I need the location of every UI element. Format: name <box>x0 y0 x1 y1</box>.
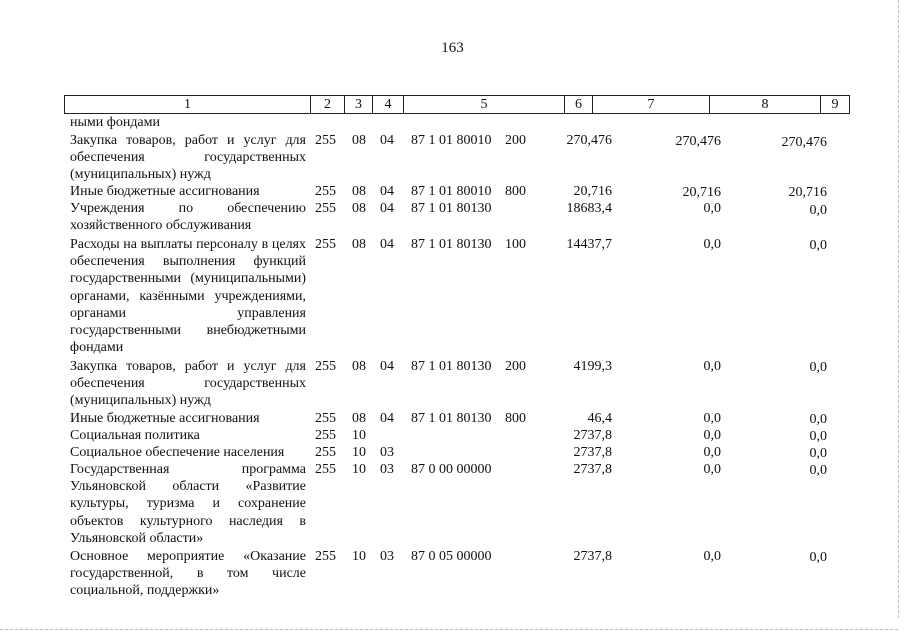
cell-amount-col9: 0,0 <box>809 550 827 565</box>
cell-subsection: 03 <box>380 549 394 564</box>
header-col-5: 5 <box>404 96 565 113</box>
cell-admin-code: 255 <box>315 445 336 460</box>
cell-expense-type: 800 <box>505 411 526 426</box>
cell-section: 10 <box>352 428 366 443</box>
cell-admin-code: 255 <box>315 184 336 199</box>
header-col-2: 2 <box>311 96 345 113</box>
cell-subsection: 04 <box>380 237 394 252</box>
cell-expense-type: 200 <box>505 359 526 374</box>
cell-amount-col8: 0,0 <box>703 462 721 477</box>
cell-section: 10 <box>352 445 366 460</box>
cell-target-article: 87 1 01 80130 <box>411 359 492 374</box>
cell-amount-col8: 0,0 <box>703 237 721 252</box>
row-name: Иные бюджетные ассигнования <box>70 184 260 199</box>
cell-admin-code: 255 <box>315 237 336 252</box>
row-name: Социальная политика <box>70 428 200 443</box>
cell-amount-col8: 0,0 <box>703 411 721 426</box>
row-name: Государственная программа Ульяновской области «Развитие культуры, туризма и сохранение объектов культурного наследия в Ульяновской области» <box>70 462 306 546</box>
cell-target-article: 87 0 05 00000 <box>411 549 492 564</box>
row-name: Расходы на выплаты персоналу в целях обеспечения выполнения функций государственными (муниципальными) органами, казёнными учреждениями, органами управления государственными внебюджетными фондами <box>70 237 306 356</box>
cell-amount-col8: 0,0 <box>703 201 721 216</box>
row-name: Учреждения по обеспечению хозяйственного обслуживания <box>70 201 306 234</box>
cell-amount-col7: 46,4 <box>587 411 612 426</box>
cell-admin-code: 255 <box>315 549 336 564</box>
cell-amount-col9: 0,0 <box>809 429 827 444</box>
cell-subsection: 03 <box>380 462 394 477</box>
cell-amount-col7: 2737,8 <box>573 428 612 443</box>
cell-section: 08 <box>352 237 366 252</box>
header-col-7: 7 <box>593 96 710 113</box>
row-name: ными фондами <box>70 115 161 130</box>
cell-amount-col9: 0,0 <box>809 360 827 375</box>
cell-amount-col9: 0,0 <box>809 463 827 478</box>
header-col-3: 3 <box>345 96 373 113</box>
cell-section: 08 <box>352 201 366 216</box>
cell-target-article: 87 0 00 00000 <box>411 462 492 477</box>
cell-expense-type: 100 <box>505 237 526 252</box>
cell-amount-col9: 20,716 <box>788 185 827 200</box>
cell-amount-col9: 0,0 <box>809 446 827 461</box>
row-name: Закупка товаров, работ и услуг для обеспечения государственных (муниципальных) нужд <box>70 133 306 183</box>
cell-amount-col7: 20,716 <box>573 184 612 199</box>
cell-expense-type: 200 <box>505 133 526 148</box>
cell-target-article: 87 1 01 80010 <box>411 184 492 199</box>
cell-admin-code: 255 <box>315 428 336 443</box>
row-name: Закупка товаров, работ и услуг для обеспечения государственных (муниципальных) нужд <box>70 359 306 409</box>
header-col-6: 6 <box>565 96 593 113</box>
cell-section: 10 <box>352 549 366 564</box>
cell-amount-col8: 20,716 <box>682 185 721 200</box>
row-name: Основное мероприятие «Оказание государственной, в том числе социальной, поддержки» <box>70 549 306 599</box>
header-col-4: 4 <box>373 96 404 113</box>
cell-amount-col8: 270,476 <box>675 134 721 149</box>
cell-amount-col7: 18683,4 <box>566 201 612 216</box>
cell-subsection: 04 <box>380 201 394 216</box>
cell-amount-col7: 2737,8 <box>573 445 612 460</box>
cell-admin-code: 255 <box>315 462 336 477</box>
cell-subsection: 04 <box>380 359 394 374</box>
cell-section: 08 <box>352 411 366 426</box>
cell-section: 08 <box>352 133 366 148</box>
cell-subsection: 04 <box>380 411 394 426</box>
cell-amount-col9: 0,0 <box>809 203 827 218</box>
cell-expense-type: 800 <box>505 184 526 199</box>
row-name: Социальное обеспечение населения <box>70 445 285 460</box>
cell-amount-col8: 0,0 <box>703 549 721 564</box>
cell-subsection: 03 <box>380 445 394 460</box>
cell-admin-code: 255 <box>315 411 336 426</box>
cell-amount-col7: 270,476 <box>566 133 612 148</box>
cell-amount-col7: 14437,7 <box>566 237 612 252</box>
cell-amount-col8: 0,0 <box>703 445 721 460</box>
cell-admin-code: 255 <box>315 359 336 374</box>
page-number: 163 <box>441 40 464 56</box>
cell-section: 08 <box>352 359 366 374</box>
header-col-8: 8 <box>710 96 821 113</box>
cell-amount-col9: 0,0 <box>809 412 827 427</box>
cell-target-article: 87 1 01 80130 <box>411 237 492 252</box>
cell-target-article: 87 1 01 80130 <box>411 201 492 216</box>
cell-section: 10 <box>352 462 366 477</box>
cell-amount-col9: 270,476 <box>781 135 827 150</box>
cell-amount-col8: 0,0 <box>703 428 721 443</box>
header-col-9: 9 <box>831 97 839 112</box>
cell-admin-code: 255 <box>315 201 336 216</box>
cell-amount-col7: 2737,8 <box>573 462 612 477</box>
cell-target-article: 87 1 01 80130 <box>411 411 492 426</box>
cell-subsection: 04 <box>380 133 394 148</box>
cell-admin-code: 255 <box>315 133 336 148</box>
cell-amount-col8: 0,0 <box>703 359 721 374</box>
cell-subsection: 04 <box>380 184 394 199</box>
cell-amount-col7: 4199,3 <box>573 359 612 374</box>
cell-section: 08 <box>352 184 366 199</box>
cell-target-article: 87 1 01 80010 <box>411 133 492 148</box>
row-name: Иные бюджетные ассигнования <box>70 411 260 426</box>
cell-amount-col7: 2737,8 <box>573 549 612 564</box>
cell-amount-col9: 0,0 <box>809 238 827 253</box>
header-col-1: 1 <box>65 96 311 113</box>
